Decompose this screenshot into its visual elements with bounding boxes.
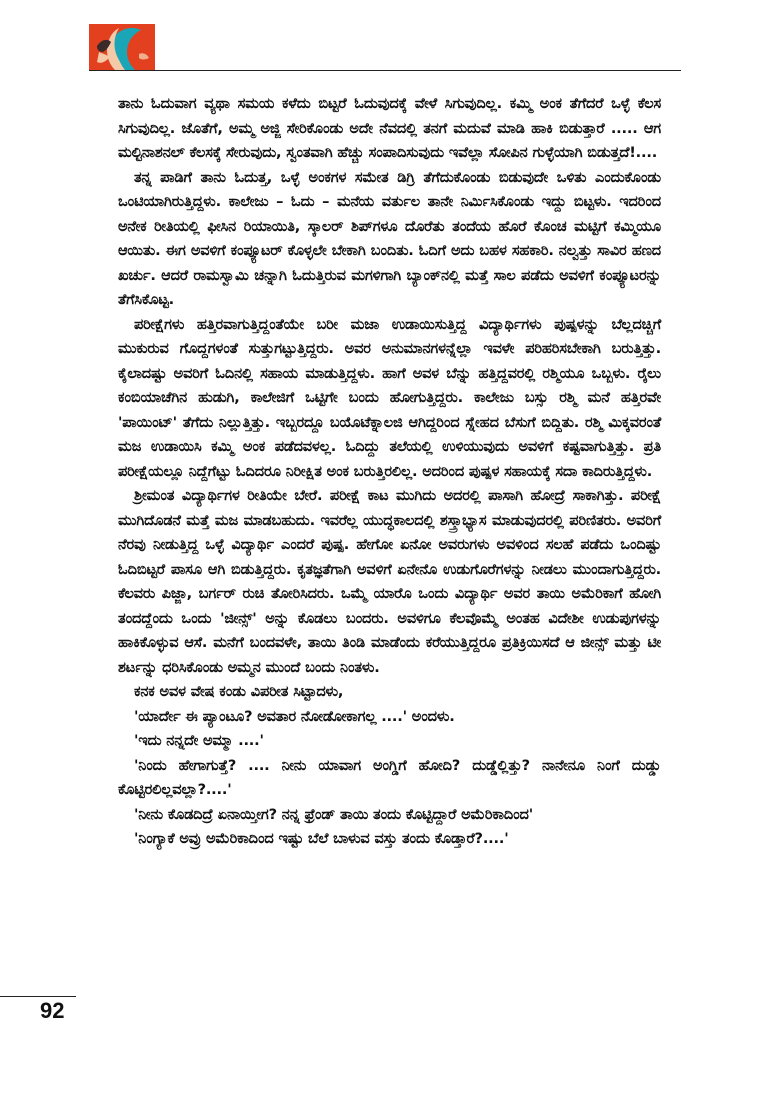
footer-rule xyxy=(0,996,76,997)
paragraph: ಶ್ರೀಮಂತ ವಿದ್ಯಾರ್ಥಿಗಳ ರೀತಿಯೇ ಬೇರೆ. ಪರೀಕ್ಷೆ ಕಾಟ ಮುಗಿದು ಅದರಲ್ಲಿ ಪಾಸಾಗಿ ಹೋದ್ರೆ ಸಾಕಾಗಿತ್ತು. ಪರೀಕ್ಷೆ ಮುಗಿದೊಡನೆ ಮತ್ತೆ ಮಜ ಮಾಡಬಹುದು. ಇವರೆಲ್ಲ ಯುದ್ಧಕಾಲದಲ್ಲಿ ಶಸ್ತ್ರಾಭ್ಯಾಸ ಮಾಡುವುದರಲ್ಲಿ ಪರಿಣಿತರು. ಅವರಿಗೆ ನೆರವು ನೀಡುತ್ತಿದ್ದ ಒಳ್ಳೆ ವಿದ್ಯಾರ್ಥಿ ಎಂದರೆ ಪುಷ್ಪ. ಹೇಗೋ ಏನೋ ಅವರುಗಳು ಅವಳಿಂದ ಸಲಹೆ ಪಡೆದು ಒಂದಿಷ್ಟು ಓದಿಬಿಟ್ಟರೆ ಪಾಸೂ ಆಗಿ ಬಿಡುತ್ತಿದ್ದರು. ಕೃತಜ್ಞತೆಗಾಗಿ ಅವಳಿಗೆ ಏನೇನೊ ಉಡುಗೊರೆಗಳನ್ನು ನೀಡಲು ಮುಂದಾಗುತ್ತಿದ್ದರು. ಕೆಲವರು ಪಿಜ್ಜಾ, ಬರ್ಗರ್ ರುಚಿ ತೋರಿಸಿದರು. ಒಮ್ಮೆ ಯಾರೊ ಒಂದು ವಿದ್ಯಾರ್ಥಿ ಅವರ ತಾಯಿ ಅಮೆರಿಕಾಗೆ ಹೋಗಿ ತಂದದ್ದೆಂದು ಒಂದು 'ಜೀನ್ಸ್' ಅನ್ನು ಕೊಡಲು ಬಂದರು. ಅವಳಿಗೂ ಕೆಲವೊಮ್ಮೆ ಅಂತಹ ವಿದೇಶೀ ಉಡುಪುಗಳನ್ನು ಹಾಕಿಕೊಳ್ಳುವ ಆಸೆ. ಮನೆಗೆ ಬಂದವಳೇ, ತಾಯಿ ತಿಂಡಿ ಮಾಡೆಂದು ಕರೆಯುತ್ತಿದ್ದರೂ ಪ್ರತಿಕ್ರಿಯಿಸದೆ ಆ ಜೀನ್ಸ್ ಮತ್ತು ಟೀ ಶರ್ಟನ್ನು ಧರಿಸಿಕೊಂಡು ಅಮ್ಮನ ಮುಂದೆ ಬಂದು ನಿಂತಳು. xyxy=(118,487,661,676)
body-text xyxy=(118,92,661,852)
paragraph: ತಾನು ಓದುವಾಗ ವ್ಯಥಾ ಸಮಯ ಕಳೆದು ಬಿಟ್ಟರೆ ಓದುವುದಕ್ಕೆ ವೇಳೆ ಸಿಗುವುದಿಲ್ಲ. ಕಮ್ಮಿ ಅಂಕ ತೆಗೆದರೆ ಒಳ್ಳೆ ಕೆಲಸ ಸಿಗುವುದಿಲ್ಲ. ಜೊತೆಗೆ, ಅಮ್ಮ ಅಜ್ಜಿ ಸೇರಿಕೊಂಡು ಅದೇ ನೆವದಲ್ಲಿ ತನಗೆ ಮದುವೆ ಮಾಡಿ ಹಾಕಿ ಬಿಡುತ್ತಾರೆ ..... ಆಗ ಮಲ್ಟಿನಾಶನಲ್ ಕೆಲಸಕ್ಕೆ ಸೇರುವುದು, ಸ್ವಂತವಾಗಿ ಹೆಚ್ಚು ಸಂಪಾದಿಸುವುದು ಇವೆಲ್ಲಾ ಸೋಪಿನ ಗುಳ್ಳೆಯಾಗಿ ಬಿಡುತ್ತದೆ!.... xyxy=(118,95,661,161)
dialog-line: 'ನಿಂಗ್ಯಾಕೆ ಅವ್ರು ಅಮೆರಿಕಾದಿಂದ ಇಷ್ಟು ಬೆಲೆ ಬಾಳುವ ವಸ್ತು ತಂದು ಕೊಡ್ತಾರೆ?....' xyxy=(134,830,509,847)
dialog-line: 'ಇದು ನನ್ನದೇ ಅಮ್ಮಾ ....' xyxy=(134,732,264,749)
face-profile-logo-icon xyxy=(89,24,155,70)
paragraph: ತನ್ನ ಪಾಡಿಗೆ ತಾನು ಓದುತ್ತ, ಒಳ್ಳೆ ಅಂಕಗಳ ಸಮೇತ ಡಿಗ್ರಿ ತೆಗೆದುಕೊಂಡು ಬಿಡುವುದೇ ಒಳಿತು ಎಂದುಕೊಂಡು ಒಂಟಿಯಾಗಿರುತ್ತಿದ್ದಳು. ಕಾಲೇಜು – ಓದು – ಮನೆಯ ವರ್ತುಲ ತಾನೇ ನಿರ್ಮಿಸಿಕೊಂಡು ಇದ್ದು ಬಿಟ್ಟಳು. ಇದರಿಂದ ಅನೇಕ ರೀತಿಯಲ್ಲಿ ಫೀಸಿನ ರಿಯಾಯಿತಿ, ಸ್ಕಾಲರ್ ಶಿಪ್‌ಗಳೂ ದೊರೆತು ತಂದೆಯ ಹೊರೆ ಕೊಂಚ ಮಟ್ಟಿಗೆ ಕಮ್ಮಿಯೂ ಆಯಿತು. ಈಗ ಅವಳಿಗೆ ಕಂಪ್ಯೂಟರ್ ಕೊಳ್ಳಲೇ ಬೇಕಾಗಿ ಬಂದಿತು. ಓದಿಗೆ ಅದು ಬಹಳ ಸಹಕಾರಿ. ನಲ್ವತ್ತು ಸಾವಿರ ಹಣದ ಖರ್ಚು. ಆದರೆ ರಾಮಸ್ವಾಮಿ ಚನ್ನಾಗಿ ಓದುತ್ತಿರುವ ಮಗಳಿಗಾಗಿ ಬ್ಯಾಂಕ್‌ನಲ್ಲಿ ಮತ್ತೆ ಸಾಲ ಪಡೆದು ಅವಳಿಗೆ ಕಂಪ್ಯೂಟರನ್ನು ತೆಗೆಸಿಕೊಟ್ಟ. xyxy=(118,168,661,308)
paragraph: ಪರೀಕ್ಷೆಗಳು ಹತ್ತಿರವಾಗುತ್ತಿದ್ದಂತೆಯೇ ಬರೀ ಮಜಾ ಉಡಾಯಿಸುತ್ತಿದ್ದ ವಿದ್ಯಾರ್ಥಿಗಳು ಪುಷ್ಪಳನ್ನು ಬೆಲ್ಲದಚ್ಚಿಗೆ ಮುಕುರುವ ಗೊದ್ದಗಳಂತೆ ಸುತ್ತುಗಟ್ಟುತ್ತಿದ್ದರು. ಅವರ ಅನುಮಾನಗಳನ್ನೆಲ್ಲಾ ಇವಳೇ ಪರಿಹರಿಸಬೇಕಾಗಿ ಬರುತ್ತಿತ್ತು. ಕೈಲಾದಷ್ಟು ಅವರಿಗೆ ಓದಿನಲ್ಲಿ ಸಹಾಯ ಮಾಡುತ್ತಿದ್ದಳು. ಹಾಗೆ ಅವಳ ಬೆನ್ನು ಹತ್ತಿದ್ದವರಲ್ಲಿ ರಶ್ಮಿಯೂ ಒಬ್ಬಳು. ರೈಲು ಕಂಬಿಯಾಚೆಗಿನ ಹುಡುಗಿ, ಕಾಲೇಜಿಗೆ ಒಟ್ಟಿಗೇ ಬಂದು ಹೋಗುತ್ತಿದ್ದರು. ಕಾಲೇಜು ಬಸ್ಸು ರಶ್ಮಿ ಮನೆ ಹತ್ತಿರವೇ 'ಪಾಯಿಂಟ್' ತೆಗೆದು ನಿಲ್ಲುತ್ತಿತ್ತು. ಇಬ್ಬರದ್ದೂ ಬಯೊಟೆಕ್ನಾಲಜಿ ಆಗಿದ್ದರಿಂದ ಸ್ನೇಹದ ಬೆಸುಗೆ ಬಿದ್ದಿತು. ರಶ್ಮಿ ಮಿಕ್ಕವರಂತೆ ಮಜ ಉಡಾಯಿಸಿ ಕಮ್ಮಿ ಅಂಕ ಪಡೆದವಳಲ್ಲ. ಓದಿದ್ದು ತಲೆಯಲ್ಲಿ ಉಳಿಯುವುದು ಅವಳಿಗೆ ಕಷ್ಟವಾಗುತ್ತಿತ್ತು. ಪ್ರತಿ ಪರೀಕ್ಷೆಯಲ್ಲೂ ನಿದ್ದೆಗೆಟ್ಟು ಓದಿದರೂ ನಿರೀಕ್ಷಿತ ಅಂಕ ಬರುತ್ತಿರಲಿಲ್ಲ. ಅದರಿಂದ ಪುಷ್ಪಳ ಸಹಾಯಕ್ಕೆ ಸದಾ ಕಾದಿರುತ್ತಿದ್ದಳು. xyxy=(118,315,661,480)
page-number: 92 xyxy=(40,998,65,1023)
dialog-line: 'ನೀನು ಕೊಡದಿದ್ರೆ ಏನಾಯ್ತೀಗ? ನನ್ನ ಫ್ರೆಂಡ್ ತಾಯಿ ತಂದು ಕೊಟ್ಟಿದ್ದಾರೆ ಅಮೆರಿಕಾದಿಂದ' xyxy=(134,805,534,823)
dialog-line: 'ನಿಂದು ಹೇಗಾಗುತ್ತೆ? .... ನೀನು ಯಾವಾಗ ಅಂಗ್ಡಿಗೆ ಹೋದಿ? ದುಡ್ಡೆಲ್ಲಿತ್ತು? ನಾನೇನೂ ನಿಂಗೆ ದುಡ್ಡು ಕೊಟ್ಟಿರಲಿಲ್ಲವಲ್ಲಾ?....' xyxy=(118,756,661,798)
dialog-line: ಕನಕ ಅವಳ ವೇಷ ಕಂಡು ವಿಪರೀತ ಸಿಟ್ಟಾದಳು, xyxy=(134,683,344,700)
header-rule xyxy=(89,70,681,71)
dialog-line: 'ಯಾರ್ದೇ ಈ ಪ್ಯಾಂಟೂ? ಅವತಾರ ನೋಡೋಕಾಗಲ್ಲ ....' ಅಂದಳು. xyxy=(134,707,455,725)
